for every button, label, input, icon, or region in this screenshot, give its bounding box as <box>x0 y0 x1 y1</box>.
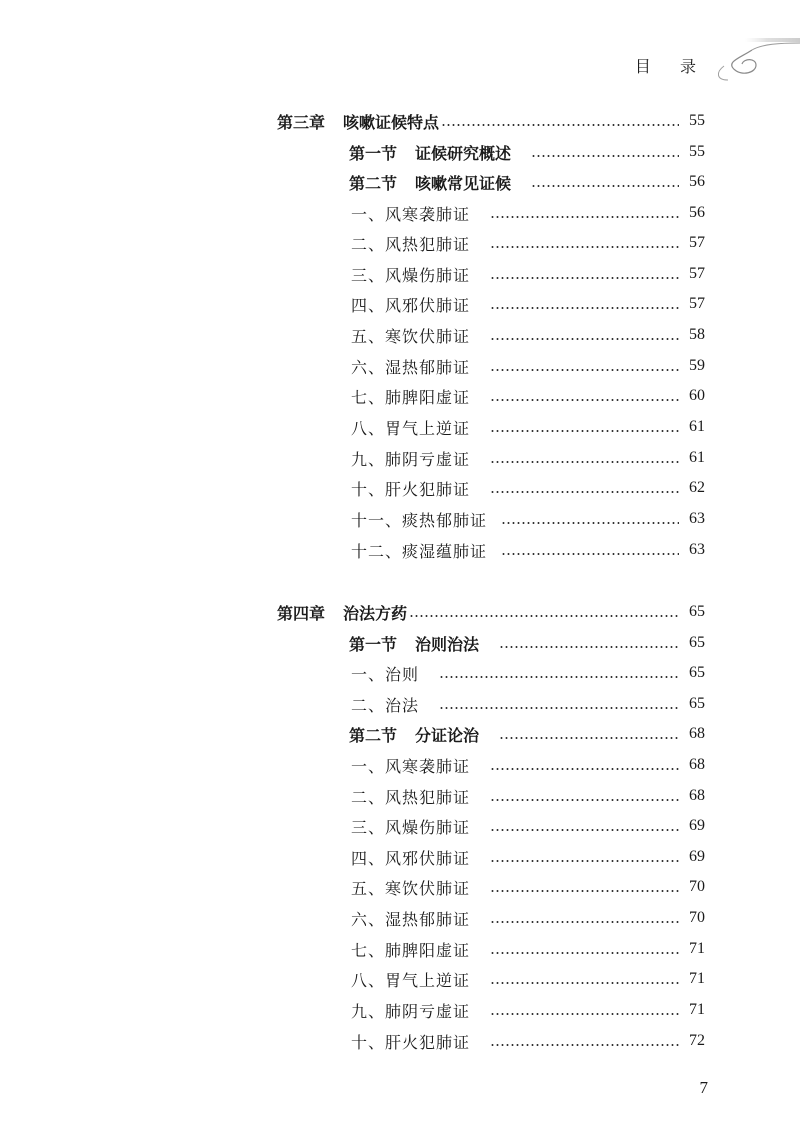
dot-leader <box>441 124 679 126</box>
page-ref: 65 <box>689 664 705 681</box>
item-label: 六、湿热郁肺证 <box>351 909 471 929</box>
page-ref: 71 <box>689 1001 705 1018</box>
section-number: 第一节 <box>349 143 398 163</box>
dot-leader <box>490 799 679 801</box>
dot-leader <box>490 307 679 309</box>
toc-item[interactable] <box>351 903 705 933</box>
section-title: 分证论治 <box>415 725 480 745</box>
item-label: 五、寒饮伏肺证 <box>351 878 471 898</box>
dot-leader <box>409 615 679 617</box>
toc-item[interactable] <box>351 964 705 994</box>
toc-section[interactable] <box>349 137 705 167</box>
item-label: 六、湿热郁肺证 <box>351 357 471 377</box>
chapter-label <box>277 110 439 133</box>
dot-leader <box>531 185 679 187</box>
item-label: 八、胃气上逆证 <box>351 418 471 438</box>
dot-leader <box>501 553 679 555</box>
page-ref: 68 <box>689 756 705 773</box>
toc-item[interactable] <box>351 381 705 411</box>
section-number: 第二节 <box>349 173 398 193</box>
page-ref: 70 <box>689 878 705 895</box>
dot-leader <box>490 768 679 770</box>
toc-item[interactable] <box>351 351 705 381</box>
dot-leader <box>439 676 679 678</box>
item-label: 二、风热犯肺证 <box>351 234 471 254</box>
item-label: 三、风燥伤肺证 <box>351 265 471 285</box>
page-ref: 72 <box>689 1032 705 1049</box>
page-ref: 61 <box>689 449 705 466</box>
item-label: 八、胃气上逆证 <box>351 970 471 990</box>
page-ref: 60 <box>689 387 705 404</box>
section-title: 咳嗽常见证候 <box>415 173 512 193</box>
toc-item[interactable] <box>351 658 705 688</box>
page-ref: 56 <box>689 173 705 190</box>
dot-leader <box>490 860 679 862</box>
item-label: 一、风寒袭肺证 <box>351 204 471 224</box>
toc-item[interactable] <box>351 412 705 442</box>
dot-leader <box>490 369 679 371</box>
toc-item[interactable] <box>351 842 705 872</box>
page-ref: 69 <box>689 817 705 834</box>
page-ref: 55 <box>689 112 705 129</box>
dot-leader <box>490 277 679 279</box>
item-label: 三、风燥伤肺证 <box>351 817 471 837</box>
toc-section[interactable] <box>349 628 705 658</box>
toc-item[interactable] <box>351 750 705 780</box>
section-title: 证候研究概述 <box>415 143 512 163</box>
dot-leader <box>490 246 679 248</box>
chapter-number: 第四章 <box>277 603 326 623</box>
page-ref: 63 <box>689 510 705 527</box>
item-label: 十、肝火犯肺证 <box>351 479 471 499</box>
toc-item[interactable] <box>351 289 705 319</box>
toc-item[interactable] <box>351 535 705 565</box>
item-label: 七、肺脾阳虚证 <box>351 940 471 960</box>
toc-item[interactable] <box>351 995 705 1025</box>
page-ref: 65 <box>689 603 705 620</box>
item-label: 四、风邪伏肺证 <box>351 295 471 315</box>
chapter-title: 治法方药 <box>343 603 408 623</box>
section-number: 第二节 <box>349 725 398 745</box>
item-label: 七、肺脾阳虚证 <box>351 387 471 407</box>
item-label: 九、肺阴亏虚证 <box>351 449 471 469</box>
toc-section[interactable] <box>349 719 705 749</box>
toc-section[interactable] <box>349 167 705 197</box>
toc-item[interactable] <box>351 443 705 473</box>
toc-item[interactable] <box>351 781 705 811</box>
item-label: 十一、痰热郁肺证 <box>351 510 488 530</box>
page-ref: 59 <box>689 357 705 374</box>
dot-leader <box>439 707 679 709</box>
toc-item[interactable] <box>351 811 705 841</box>
item-label: 二、风热犯肺证 <box>351 787 471 807</box>
chapter-label <box>277 601 407 624</box>
page-ref: 71 <box>689 970 705 987</box>
page-ref: 68 <box>689 725 705 742</box>
section-label <box>349 141 511 164</box>
dot-leader <box>499 737 679 739</box>
dot-leader <box>490 399 679 401</box>
dot-leader <box>490 1013 679 1015</box>
dot-leader <box>490 430 679 432</box>
dot-leader <box>490 921 679 923</box>
toc-item[interactable] <box>351 473 705 503</box>
section-label <box>349 723 479 746</box>
page-ref: 57 <box>689 265 705 282</box>
item-label: 四、风邪伏肺证 <box>351 848 471 868</box>
toc-item[interactable] <box>351 259 705 289</box>
page-ref: 65 <box>689 634 705 651</box>
page-ref: 57 <box>689 234 705 251</box>
page-ref: 69 <box>689 848 705 865</box>
page-ref: 58 <box>689 326 705 343</box>
page-ref: 57 <box>689 295 705 312</box>
toc-item[interactable] <box>351 320 705 350</box>
dot-leader <box>531 155 679 157</box>
page-ref: 71 <box>689 940 705 957</box>
page-ref: 65 <box>689 695 705 712</box>
dot-leader <box>490 338 679 340</box>
section-label <box>349 632 479 655</box>
section-number: 第一节 <box>349 634 398 654</box>
item-label: 五、寒饮伏肺证 <box>351 326 471 346</box>
toc-item[interactable] <box>351 198 705 228</box>
dot-leader <box>490 890 679 892</box>
dot-leader <box>499 646 679 648</box>
toc-item[interactable] <box>351 934 705 964</box>
toc-item[interactable] <box>351 872 705 902</box>
dot-leader <box>490 461 679 463</box>
toc-item[interactable] <box>351 228 705 258</box>
dot-leader <box>501 522 679 524</box>
toc-chapter-3[interactable] <box>277 106 705 136</box>
page-number: 7 <box>699 1078 708 1097</box>
toc-chapter-4[interactable] <box>277 597 705 627</box>
page-ref: 63 <box>689 541 705 558</box>
item-label: 十二、痰湿蕴肺证 <box>351 541 488 561</box>
page-ref: 61 <box>689 418 705 435</box>
toc-item[interactable] <box>351 689 705 719</box>
dot-leader <box>490 491 679 493</box>
page-ref: 68 <box>689 787 705 804</box>
toc-item[interactable] <box>351 1026 705 1056</box>
page-ref: 55 <box>689 143 705 160</box>
item-label: 十、肝火犯肺证 <box>351 1032 471 1052</box>
dot-leader <box>490 1044 679 1046</box>
item-label: 一、风寒袭肺证 <box>351 756 471 776</box>
section-title: 治则治法 <box>415 634 480 654</box>
dot-leader <box>490 982 679 984</box>
item-label: 一、治则 <box>351 664 420 684</box>
chapter-number: 第三章 <box>277 112 326 132</box>
section-label <box>349 171 511 194</box>
header-title: 目 录 <box>634 57 708 76</box>
chapter-title: 咳嗽证候特点 <box>343 112 440 132</box>
page-ref: 70 <box>689 909 705 926</box>
toc-item[interactable] <box>351 504 705 534</box>
page-ref: 56 <box>689 204 705 221</box>
dot-leader <box>490 952 679 954</box>
item-label: 九、肺阴亏虚证 <box>351 1001 471 1021</box>
item-label: 二、治法 <box>351 695 420 715</box>
dot-leader <box>490 216 679 218</box>
dot-leader <box>490 829 679 831</box>
page-ref: 62 <box>689 479 705 496</box>
